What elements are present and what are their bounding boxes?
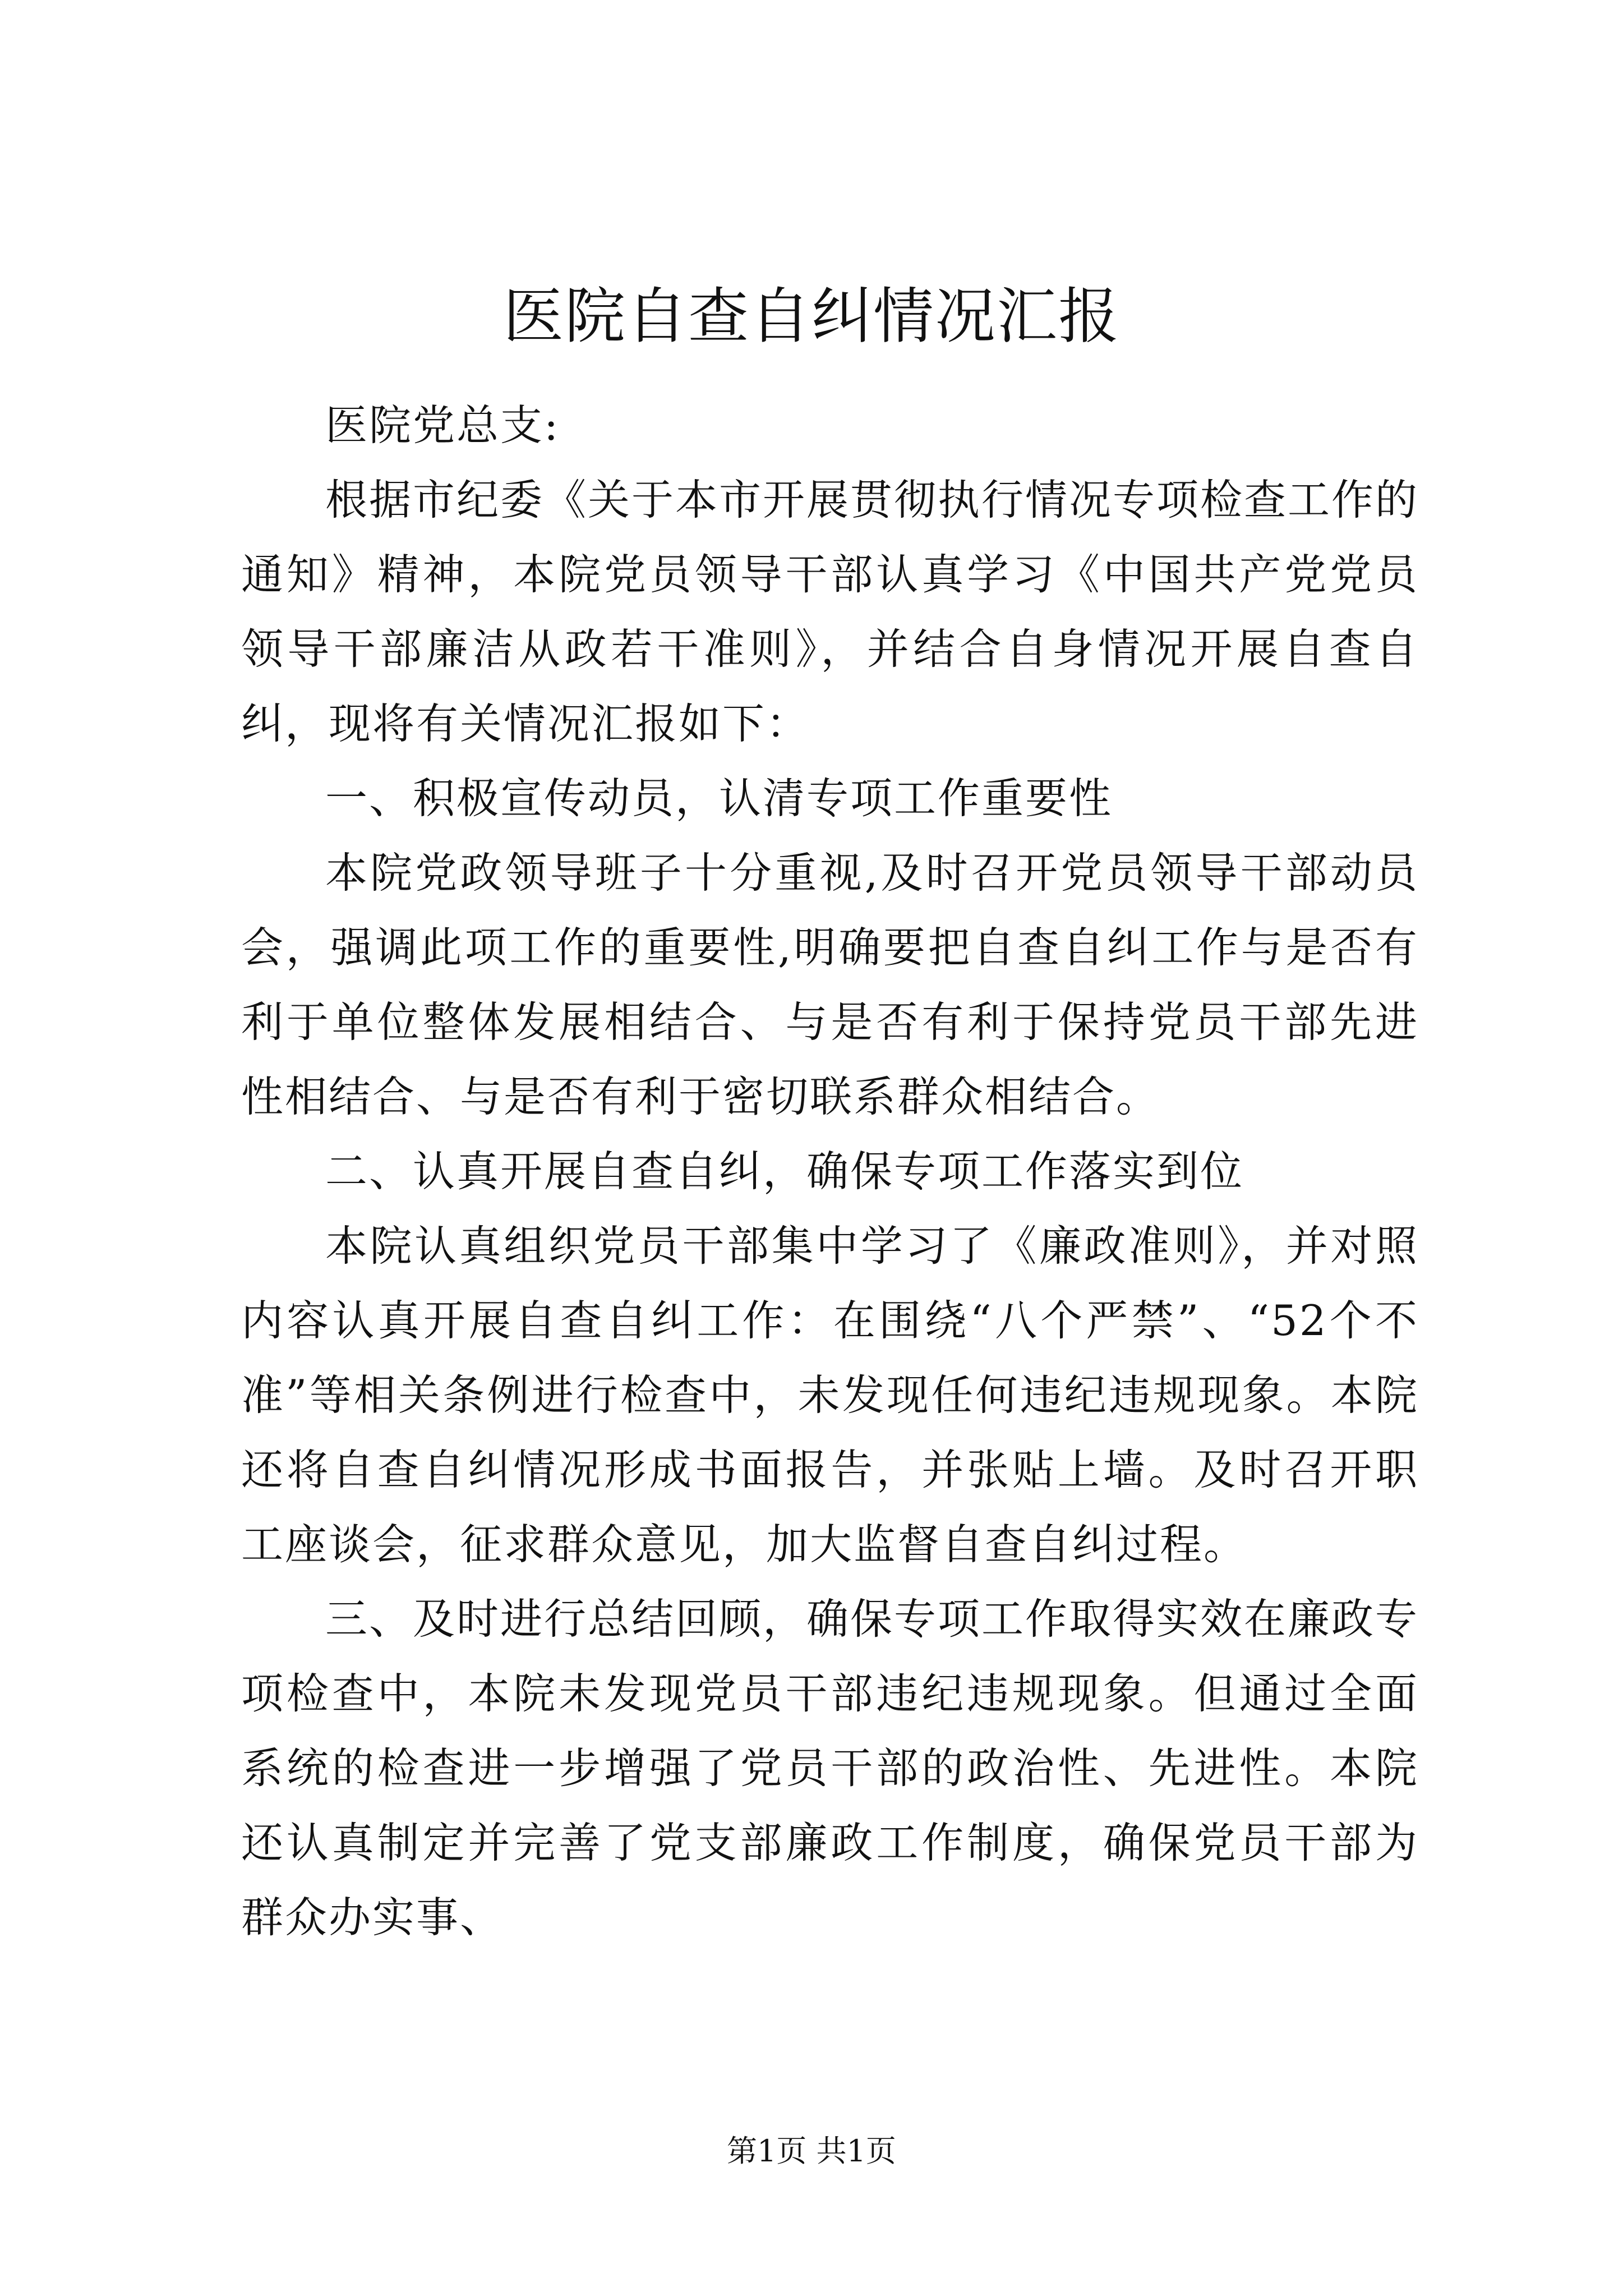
section-heading-2: 二、认真开展自查自纠，确保专项工作落实到位 — [325, 1147, 1244, 1196]
document-body — [241, 388, 1419, 1955]
section-paragraph-2: 本院认真组织党员干部集中学习了《廉政准则》，并对照内容认真开展自查自纠工作：在围绕“八个严禁”、“52个不准”等相关条例进行检查中，未发现任何违纪违规现象。本院还将自查自纠情况形成书面报告，并张贴上墙。及时召开职工座谈会，征求群众意见，加大监督自查自纠过程。 — [241, 1221, 1419, 1569]
document-title: 医院自查自纠情况汇报 — [502, 282, 1120, 352]
salutation: 医院党总支: — [325, 401, 560, 450]
section-heading-1: 一、积极宣传动员，认清专项工作重要性 — [325, 774, 1113, 823]
section-paragraph-3: 三、及时进行总结回顾，确保专项工作取得实效在廉政专项检查中，本院未发现党员干部违纪违规现象。但通过全面系统的检查进一步增强了党员干部的政治性、先进性。本院还认真制定并完善了党支部廉政工作制度，确保党员干部为群众办实事、 — [241, 1594, 1419, 1942]
page-footer: 第1页 共1页 — [727, 2133, 896, 2169]
intro-paragraph: 根据市纪委《关于本市开展贯彻执行情况专项检查工作的通知》精神，本院党员领导干部认真学习《中国共产党党员领导干部廉洁从政若干准则》，并结合自身情况开展自查自纠，现将有关情况汇报如下： — [241, 475, 1419, 748]
section-paragraph-1: 本院党政领导班子十分重视,及时召开党员领导干部动员会，强调此项工作的重要性,明确要把自查自纠工作与是否有利于单位整体发展相结合、与是否有利于保持党员干部先进性相结合、与是否有利于密切联系群众相结合。 — [241, 848, 1419, 1121]
